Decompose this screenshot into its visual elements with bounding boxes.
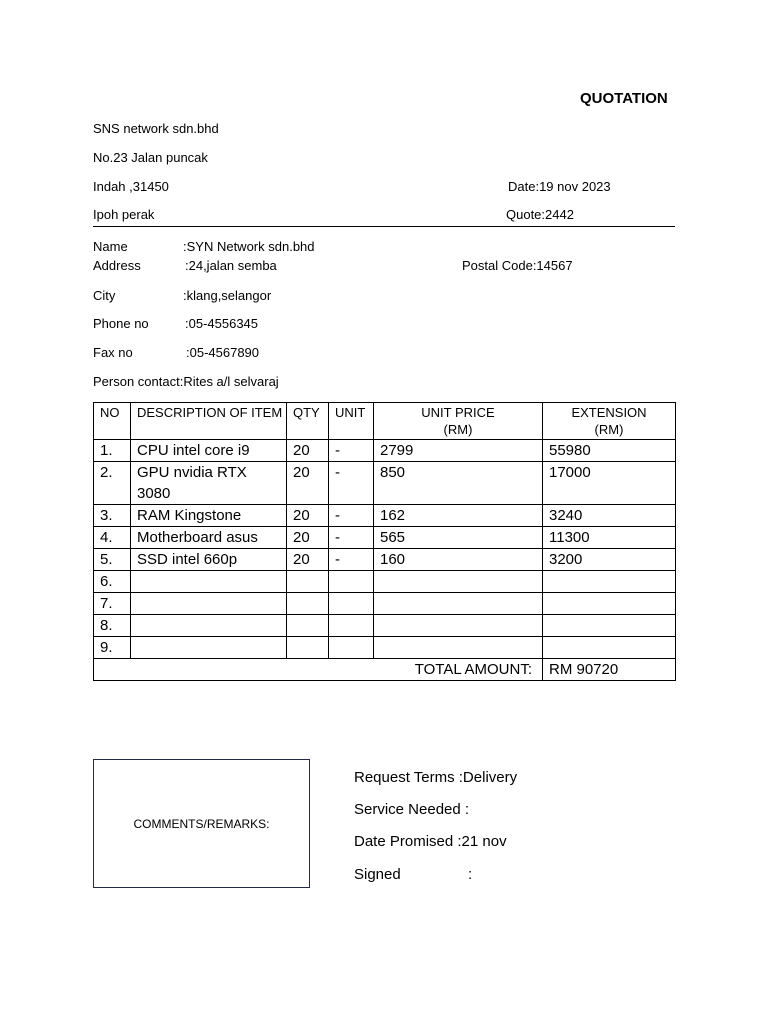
cell-description — [131, 593, 287, 615]
customer-name-label: Name — [93, 239, 128, 254]
customer-fax-label: Fax no — [93, 345, 133, 360]
seller-name: SNS network sdn.bhd — [93, 121, 219, 136]
customer-fax-value: :05-4567890 — [186, 345, 260, 360]
cell-qty — [287, 615, 329, 637]
cell-qty: 20 — [287, 527, 329, 549]
signed-label: Signed — [354, 866, 401, 883]
total-row — [94, 659, 676, 681]
header-unit: UNIT — [329, 403, 374, 440]
table-row — [94, 571, 676, 593]
header-extension: EXTENSION (RM) — [543, 403, 676, 440]
signed-colon: : — [468, 866, 473, 883]
cell-qty: 20 — [287, 462, 329, 505]
customer-phone-value: :05-4556345 — [185, 316, 259, 331]
customer-city-value: :klang,selangor — [183, 288, 272, 303]
table-row — [94, 440, 676, 462]
cell-unit: - — [329, 549, 374, 571]
customer-phone-label: Phone no — [93, 316, 149, 331]
table-row — [94, 637, 676, 659]
table-row — [94, 549, 676, 571]
comments-remarks-label: COMMENTS/REMARKS: — [133, 816, 270, 831]
cell-unit-price: 2799 — [374, 440, 543, 462]
customer-address-value: :24,jalan semba — [185, 258, 277, 273]
customer-city-label: City — [93, 288, 116, 303]
cell-unit: - — [329, 462, 374, 505]
request-terms: Request Terms :Delivery — [354, 769, 518, 786]
cell-unit: - — [329, 527, 374, 549]
cell-description: CPU intel core i9 — [131, 440, 287, 462]
cell-description: GPU nvidia RTX 3080 — [131, 462, 287, 505]
items-table — [93, 402, 676, 681]
quote-number: Quote:2442 — [506, 207, 574, 222]
cell-unit — [329, 593, 374, 615]
cell-qty — [287, 571, 329, 593]
table-row — [94, 462, 676, 505]
header-unit-price: UNIT PRICE (RM) — [374, 403, 543, 440]
cell-no: 2. — [94, 462, 131, 505]
cell-no: 8. — [94, 615, 131, 637]
cell-no: 1. — [94, 440, 131, 462]
customer-person-contact: Person contact:Rites a/l selvaraj — [93, 374, 279, 389]
cell-extension — [543, 637, 676, 659]
quote-date: Date:19 nov 2023 — [508, 179, 611, 194]
table-row — [94, 505, 676, 527]
quotation-title: QUOTATION — [580, 90, 668, 107]
cell-description: Motherboard asus — [131, 527, 287, 549]
cell-extension — [543, 593, 676, 615]
cell-extension: 3240 — [543, 505, 676, 527]
cell-unit-price: 162 — [374, 505, 543, 527]
cell-no: 6. — [94, 571, 131, 593]
cell-description — [131, 637, 287, 659]
cell-extension: 17000 — [543, 462, 676, 505]
total-value: RM 90720 — [543, 659, 676, 681]
cell-qty: 20 — [287, 440, 329, 462]
seller-address-line-3: Ipoh perak — [93, 207, 155, 222]
cell-qty — [287, 593, 329, 615]
cell-extension: 3200 — [543, 549, 676, 571]
cell-unit-price — [374, 571, 543, 593]
cell-description — [131, 571, 287, 593]
cell-no: 5. — [94, 549, 131, 571]
cell-unit-price: 160 — [374, 549, 543, 571]
seller-address-line-2: Indah ,31450 — [93, 179, 169, 194]
cell-unit: - — [329, 505, 374, 527]
cell-unit: - — [329, 440, 374, 462]
total-label: TOTAL AMOUNT: — [94, 659, 543, 681]
cell-no: 4. — [94, 527, 131, 549]
cell-description: SSD intel 660p — [131, 549, 287, 571]
cell-no: 3. — [94, 505, 131, 527]
cell-no: 7. — [94, 593, 131, 615]
comments-remarks-box[interactable] — [93, 759, 310, 888]
service-needed: Service Needed : — [354, 801, 470, 818]
customer-address-label: Address — [93, 258, 141, 273]
cell-extension — [543, 615, 676, 637]
cell-unit — [329, 571, 374, 593]
cell-extension: 11300 — [543, 527, 676, 549]
cell-unit-price: 565 — [374, 527, 543, 549]
cell-extension: 55980 — [543, 440, 676, 462]
cell-unit — [329, 637, 374, 659]
table-header-row — [94, 403, 676, 440]
cell-description — [131, 615, 287, 637]
cell-qty: 20 — [287, 549, 329, 571]
cell-unit — [329, 615, 374, 637]
seller-address-line-1: No.23 Jalan puncak — [93, 150, 208, 165]
cell-extension — [543, 571, 676, 593]
cell-unit-price — [374, 615, 543, 637]
header-no: NO — [94, 403, 131, 440]
table-row — [94, 593, 676, 615]
cell-qty — [287, 637, 329, 659]
date-promised: Date Promised :21 nov — [354, 833, 507, 850]
cell-no: 9. — [94, 637, 131, 659]
cell-unit-price — [374, 637, 543, 659]
cell-description: RAM Kingstone — [131, 505, 287, 527]
table-row — [94, 615, 676, 637]
customer-name-value: :SYN Network sdn.bhd — [183, 239, 315, 254]
header-divider — [93, 226, 675, 227]
customer-postal-code: Postal Code:14567 — [462, 258, 573, 273]
header-qty: QTY — [287, 403, 329, 440]
header-description: DESCRIPTION OF ITEM — [131, 403, 287, 440]
table-row — [94, 527, 676, 549]
cell-unit-price: 850 — [374, 462, 543, 505]
cell-unit-price — [374, 593, 543, 615]
cell-qty: 20 — [287, 505, 329, 527]
